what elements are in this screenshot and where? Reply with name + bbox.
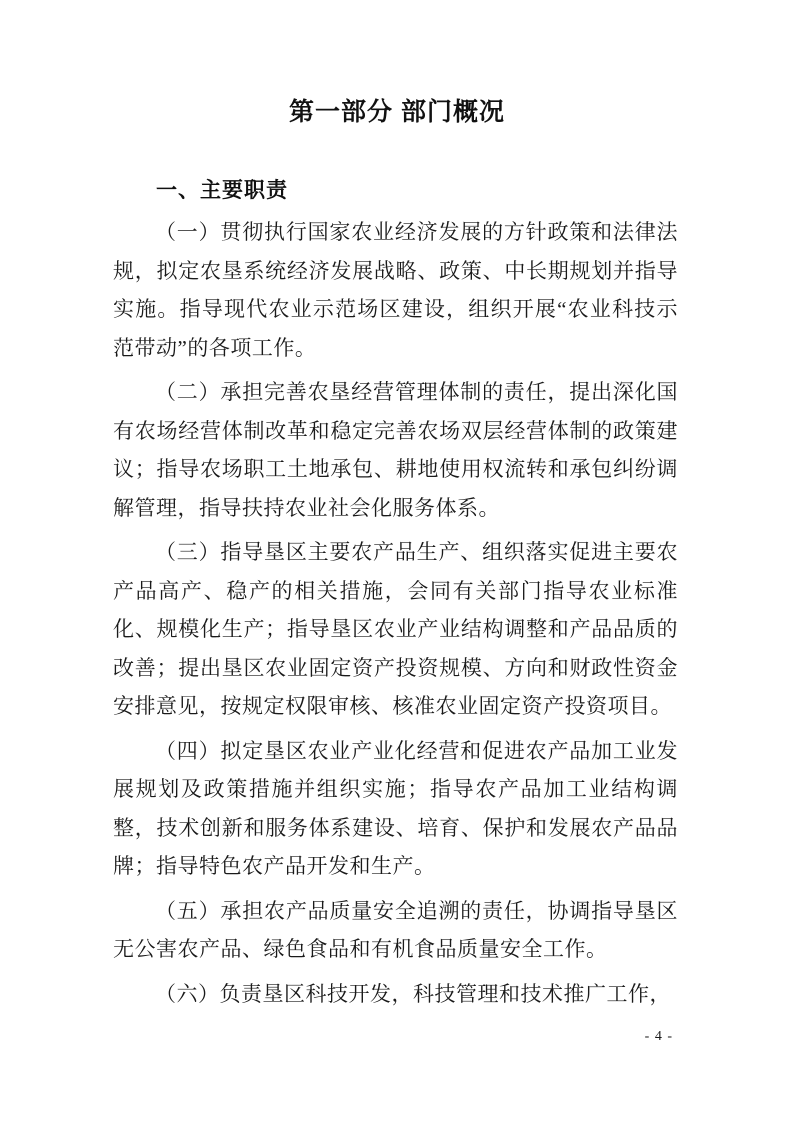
page-title: 第一部分 部门概况: [289, 98, 505, 126]
paragraph-1: （一）贯彻执行国家农业经济发展的方针政策和法律法规，拟定农垦系统经济发展战略、政策、中长期规划并指导实施。指导现代农业示范场区建设，组织开展“农业科技示范带动”的各项工作。: [113, 220, 678, 360]
paragraph-2: （二）承担完善农垦经营管理体制的责任，提出深化国有农场经营体制改革和稳定完善农场双层经营体制的政策建议；指导农场职工土地承包、耕地使用权流转和承包纠纷调解管理，指导扶持农业社会化服务体系。: [113, 380, 678, 520]
paragraph-3: （三）指导垦区主要农产品生产、组织落实促进主要农产品高产、稳产的相关措施，会同有关部门指导农业标准化、规模化生产；指导垦区农业产业结构调整和产品品质的改善；提出垦区农业固定资产投资规模、方向和财政性资金安排意见，按规定权限审核、核准农业固定资产投资项目。: [113, 540, 678, 718]
paragraph-5: （五）承担农产品质量安全追溯的责任，协调指导垦区无公害农产品、绿色食品和有机食品质量安全工作。: [113, 898, 678, 961]
paragraph-4: （四）拟定垦区农业产业化经营和促进农产品加工业发展规划及政策措施并组织实施；指导农产品加工业结构调整，技术创新和服务体系建设、培育、保护和发展农产品品牌；指导特色农产品开发和生产。: [113, 738, 678, 878]
page-number: - 4 -: [644, 1029, 673, 1044]
document-body: [113, 213, 678, 1019]
section-heading: 一、主要职责: [156, 179, 288, 202]
paragraph-6: （六）负责垦区科技开发，科技管理和技术推广工作，: [155, 981, 671, 1006]
